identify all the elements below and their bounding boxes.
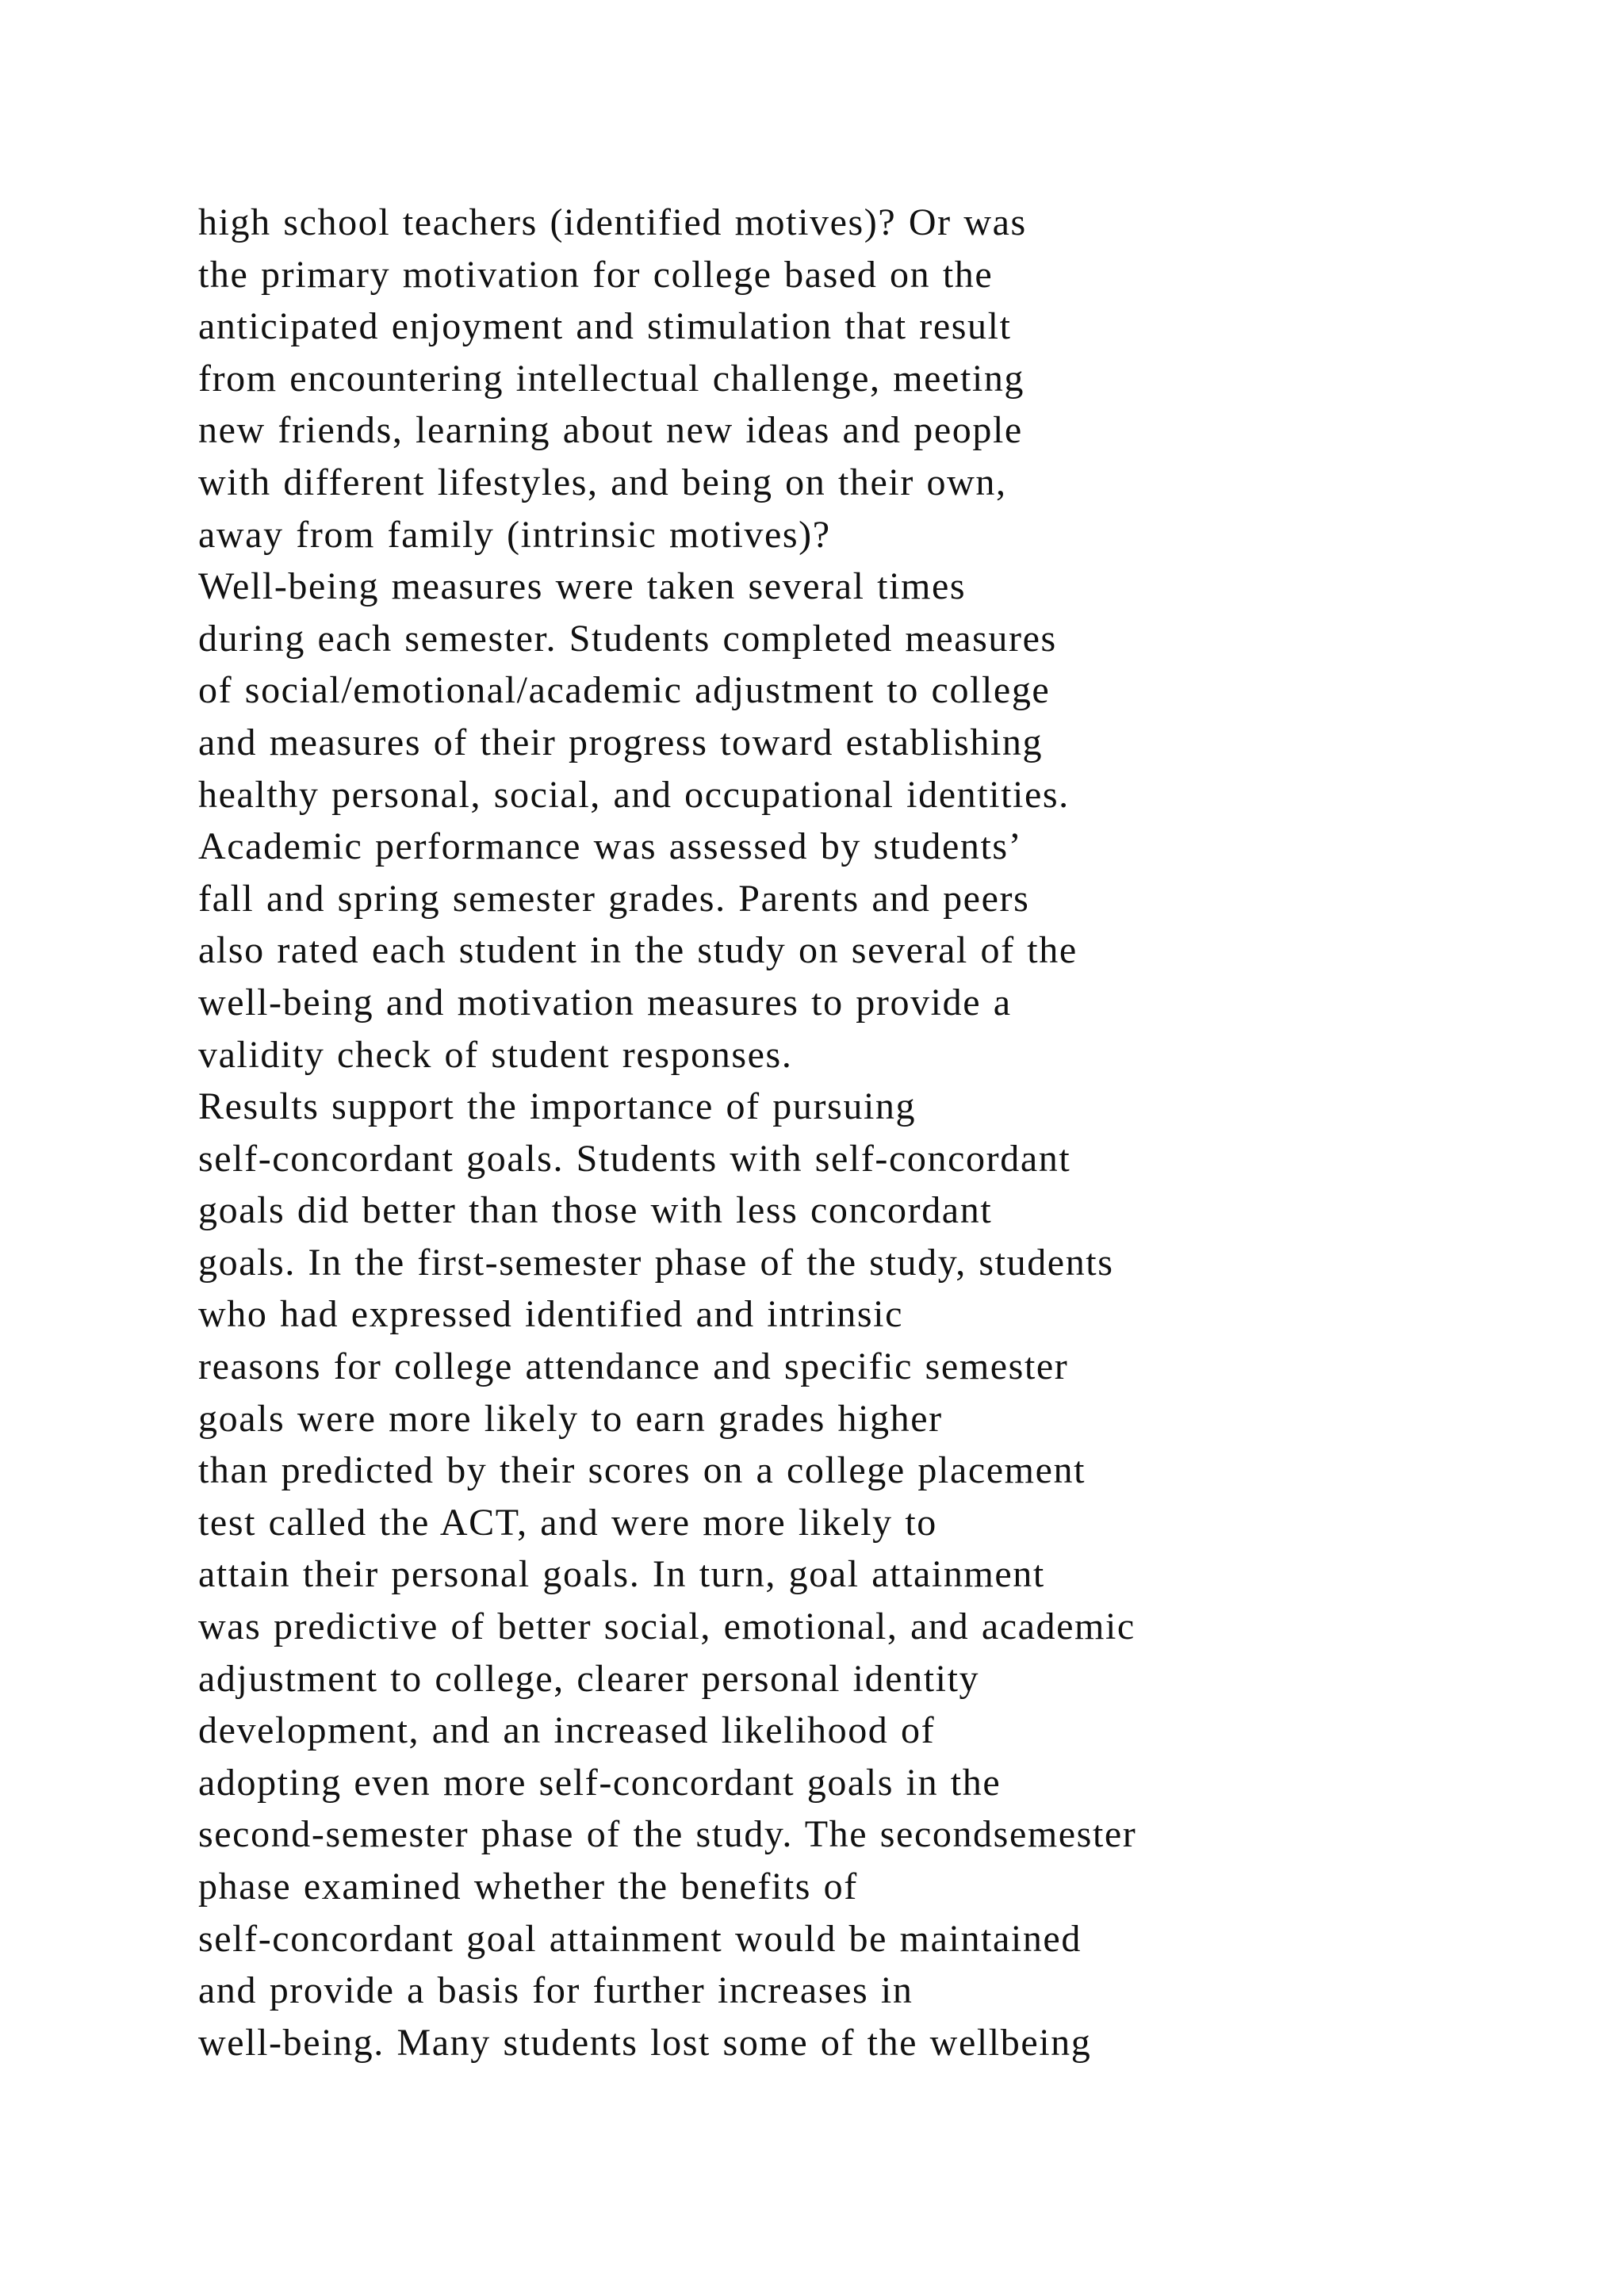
text-line: with different lifestyles, and being on their own, bbox=[198, 461, 1007, 503]
text-line: Well-being measures were taken several times bbox=[198, 565, 967, 608]
text-line: development, and an increased likelihood of bbox=[198, 1709, 936, 1752]
text-line: fall and spring semester grades. Parents and peers bbox=[198, 877, 1030, 920]
text-line: new friends, learning about new ideas and people bbox=[198, 409, 1023, 452]
text-line: away from family (intrinsic motives)? bbox=[198, 513, 831, 556]
text-line: adjustment to college, clearer personal identity bbox=[198, 1657, 980, 1700]
text-line: was predictive of better social, emotional, and academic bbox=[198, 1605, 1136, 1648]
text-line: Results support the importance of pursuing bbox=[198, 1085, 917, 1128]
text-line: phase examined whether the benefits of bbox=[198, 1866, 858, 1908]
text-line: well-being. Many students lost some of the wellbeing bbox=[198, 2021, 1092, 2064]
text-line: from encountering intellectual challenge, meeting bbox=[198, 357, 1025, 400]
text-line: who had expressed identified and intrinsic bbox=[198, 1293, 903, 1336]
text-line: of social/emotional/academic adjustment to college bbox=[198, 669, 1051, 712]
text-line: than predicted by their scores on a college placement bbox=[198, 1449, 1086, 1492]
text-line: adopting even more self-concordant goals in the bbox=[198, 1761, 1002, 1804]
text-line: well-being and motivation measures to provide a bbox=[198, 981, 1012, 1024]
text-line: and provide a basis for further increases in bbox=[198, 1969, 914, 2012]
text-line: also rated each student in the study on several of the bbox=[198, 929, 1078, 972]
text-line: goals were more likely to earn grades higher bbox=[198, 1397, 943, 1440]
text-line: goals did better than those with less concordant bbox=[198, 1189, 993, 1232]
text-line: and measures of their progress toward establishing bbox=[198, 721, 1044, 763]
text-line: validity check of student responses. bbox=[198, 1033, 793, 1076]
text-line: test called the ACT, and were more likely to bbox=[198, 1501, 937, 1544]
text-line: during each semester. Students completed measures bbox=[198, 617, 1057, 660]
text-line: reasons for college attendance and specific semester bbox=[198, 1345, 1069, 1388]
text-line: goals. In the first-semester phase of the study, students bbox=[198, 1241, 1114, 1284]
text-line: second-semester phase of the study. The secondsemester bbox=[198, 1813, 1137, 1856]
text-line: self-concordant goal attainment would be maintained bbox=[198, 1917, 1082, 1960]
text-line: self-concordant goals. Students with self-concordant bbox=[198, 1137, 1071, 1180]
text-line: attain their personal goals. In turn, goal attainment bbox=[198, 1553, 1045, 1596]
text-line: Academic performance was assessed by students’ bbox=[198, 825, 1023, 868]
text-line: the primary motivation for college based on the bbox=[198, 253, 994, 296]
text-line: high school teachers (identified motives)? Or was bbox=[198, 201, 1027, 243]
text-line: anticipated enjoyment and stimulation that result bbox=[198, 305, 1012, 348]
body-text bbox=[198, 197, 1546, 2068]
text-line: healthy personal, social, and occupational identities. bbox=[198, 773, 1070, 816]
